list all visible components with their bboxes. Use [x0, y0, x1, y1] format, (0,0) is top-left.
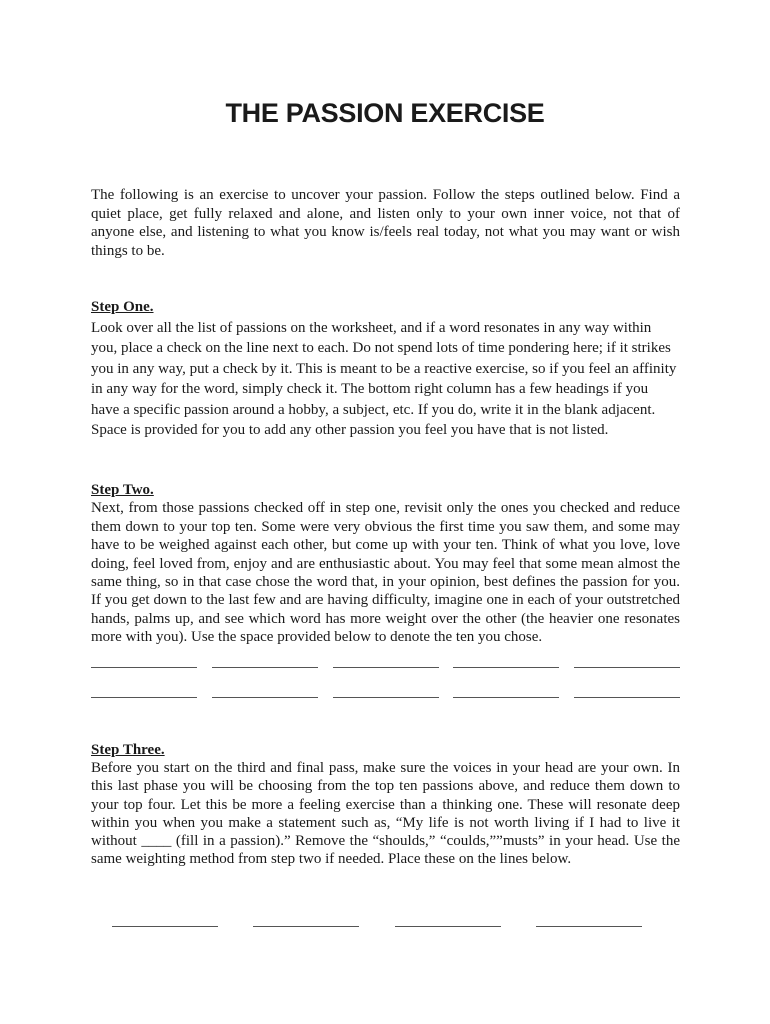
step-two-section: [91, 481, 680, 647]
step-one-section: [91, 297, 680, 441]
step-three-section: [91, 741, 680, 868]
top-ten-lines-row-2: [91, 697, 680, 698]
passion-blank-line[interactable]: [574, 667, 680, 668]
passion-blank-line[interactable]: [91, 697, 197, 698]
passion-blank-line[interactable]: [253, 926, 359, 927]
passion-blank-line[interactable]: [536, 926, 642, 927]
intro-paragraph: The following is an exercise to uncover your passion. Follow the steps outlined below. Find a quiet place, get fully relaxed and alone, and listen only to your own inner voice, not that of anyone else, and listening to what you know is/feels real today, not what you may want or wish things to be.: [91, 187, 680, 259]
passion-blank-line[interactable]: [212, 697, 318, 698]
passion-blank-line[interactable]: [453, 697, 559, 698]
passion-blank-line[interactable]: [91, 667, 197, 668]
passion-blank-line[interactable]: [574, 697, 680, 698]
passion-blank-line[interactable]: [333, 667, 439, 668]
step-one-heading: Step One.: [91, 299, 154, 315]
step-two-heading: Step Two.: [91, 482, 154, 498]
step-two-body: Next, from those passions checked off in step one, revisit only the ones you checked and reduce them down to your top ten. Some were very obvious the first time you saw them, and some may have to be weighed against each other, but come up with your ten. Think of what you love, love doing, feel loved from, enjoy and are enthusiastic about. You may feel that some mean almost the same thing, so in that case chose the word that, in your opinion, best defines the passion for you. If you get down to the last few and are having difficulty, imagine one in each of your outstretched hands, palms up, and see which word has more weight over the other (the heavier one resonates more with you). Use the space provided below to denote the ten you chose.: [91, 500, 680, 646]
step-one-body: Look over all the list of passions on the worksheet, and if a word resonates in any way within you, place a check on the line next to each. Do not spend lots of time pondering here; if it strikes you in any way, put a check by it. This is meant to be a reactive exercise, so if you feel an affinity in any way for the word, simply check it. The bottom right column has a few headings if you have a specific passion around a hobby, a subject, etc. If you do, write it in the blank adjacent. Space is provided for you to add any other passion you feel you have that is not listed.: [91, 319, 677, 438]
passion-blank-line[interactable]: [212, 667, 318, 668]
step-three-heading: Step Three.: [91, 742, 165, 758]
passion-blank-line[interactable]: [395, 926, 501, 927]
step-three-body: Before you start on the third and final pass, make sure the voices in your head are your own. In this last phase you will be choosing from the top ten passions above, and reduce them down to your top four. Let this be more a feeling exercise than a thinking one. These will resonate deep within you when you make a statement such as, “My life is not worth living if I had to live it without ____ (fill in a passion).” Remove the “shoulds,” “coulds,””musts” in your head. Use the same weighting method from step two if needed. Place these on the lines below.: [91, 760, 680, 868]
passion-blank-line[interactable]: [112, 926, 218, 927]
passion-blank-line[interactable]: [333, 697, 439, 698]
top-ten-lines-row-1: [91, 667, 680, 668]
top-four-lines-row: [112, 926, 642, 927]
passion-blank-line[interactable]: [453, 667, 559, 668]
page-title: THE PASSION EXERCISE: [225, 98, 545, 128]
